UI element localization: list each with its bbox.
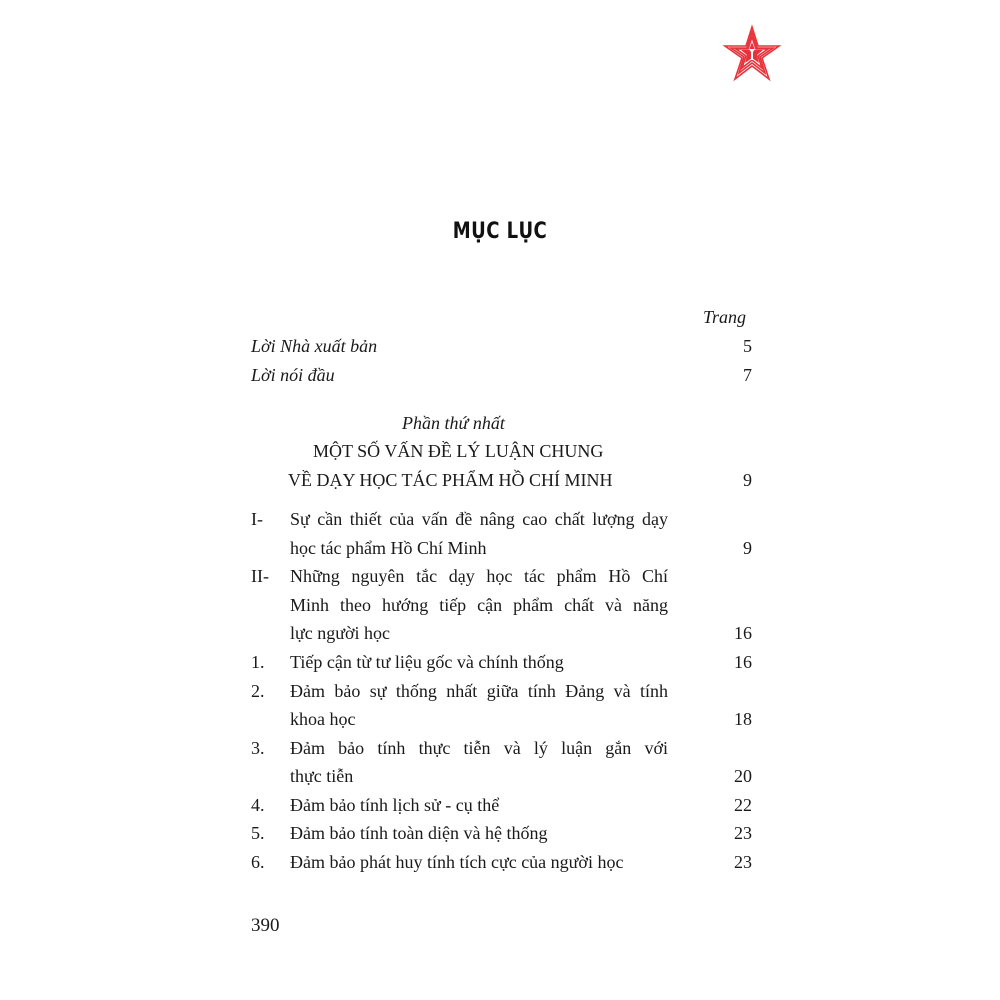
toc-entry-line: thực tiễn [290, 766, 354, 786]
toc-page-number: 7 [743, 365, 752, 385]
toc-page-number: 16 [734, 623, 752, 643]
toc-entry-line: Những nguyên tắc dạy học tác phẩm Hồ Chí [290, 566, 668, 586]
toc-entry-number: I- [251, 509, 263, 529]
toc-entry-number: 1. [251, 652, 265, 672]
toc-entry-line: Đảm bảo phát huy tính tích cực của người học [290, 852, 624, 872]
toc-entry-line: lực người học [290, 623, 391, 643]
toc-page-number: 22 [734, 795, 752, 815]
part-label: Phần thứ nhất [402, 413, 505, 433]
toc-page-number: 23 [734, 823, 752, 843]
toc-entry-number: II- [251, 566, 269, 586]
toc-entry-number: 4. [251, 795, 265, 815]
page-column-header: Trang [703, 307, 747, 327]
toc-entry-line: Đảm bảo tính toàn diện và hệ thống [290, 823, 548, 843]
page-number: 390 [251, 915, 280, 936]
toc-page-number: 9 [743, 538, 752, 558]
toc-entry-line: khoa học [290, 709, 356, 729]
publisher-star-logo [722, 24, 782, 84]
toc-entry-loi-nha-xuat-ban: Lời Nhà xuất bản [251, 336, 378, 356]
toc-entry-line: Tiếp cận từ tư liệu gốc và chính thống [290, 652, 564, 672]
toc-entry-line: Đảm bảo tính lịch sử - cụ thể [290, 795, 500, 815]
page-title: MỤC LỤC [452, 219, 548, 244]
toc-page-number: 9 [743, 470, 752, 490]
toc-entry-line: Sự cần thiết của vấn đề nâng cao chất lượng dạy [290, 509, 668, 529]
toc-entry-line: Đảm bảo tính thực tiễn và lý luận gắn với [290, 738, 668, 758]
toc-entry-loi-noi-dau: Lời nói đầu [251, 365, 335, 385]
toc-entry-number: 3. [251, 738, 265, 758]
toc-page-number: 18 [734, 709, 752, 729]
toc-page-number: 20 [734, 766, 752, 786]
toc-entry-number: 5. [251, 823, 265, 843]
toc-entry-line: Minh theo hướng tiếp cận phẩm chất và năng [290, 595, 668, 615]
toc-page-number: 5 [743, 336, 752, 356]
toc-entry-number: 6. [251, 852, 265, 872]
toc-entry-line: học tác phẩm Hồ Chí Minh [290, 538, 487, 558]
toc-entry-line: Đảm bảo sự thống nhất giữa tính Đảng và tính [290, 681, 668, 701]
part-title-line-1: MỘT SỐ VẤN ĐỀ LÝ LUẬN CHUNG [313, 441, 604, 461]
toc-page-number: 16 [734, 652, 752, 672]
toc-entry-number: 2. [251, 681, 265, 701]
part-title-line-2: VỀ DẠY HỌC TÁC PHẨM HỒ CHÍ MINH [288, 470, 613, 490]
toc-page-number: 23 [734, 852, 752, 872]
